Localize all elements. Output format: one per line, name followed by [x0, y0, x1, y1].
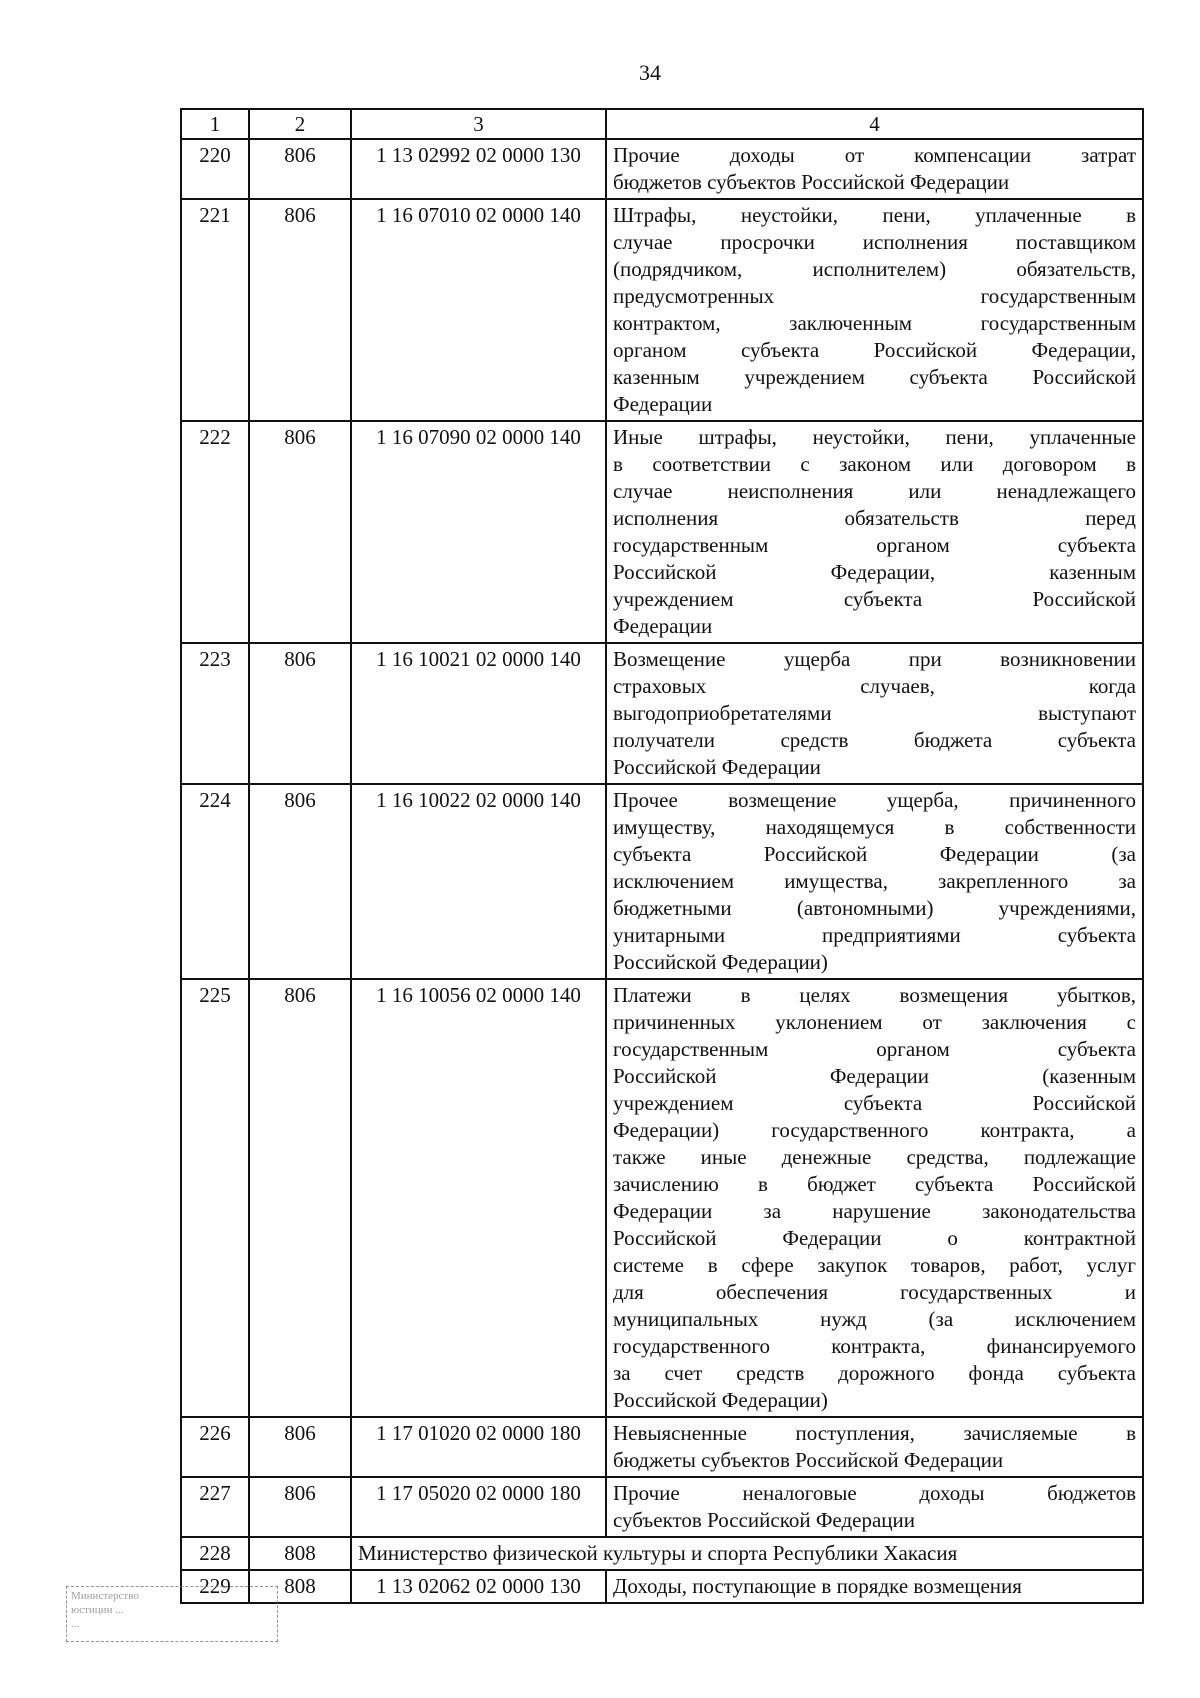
ministry-name: Министерство физической культуры и спорта Республики Хакасия: [351, 1537, 1143, 1570]
description-line: учреждением субъекта Российской: [613, 587, 1136, 611]
budget-classification-code: 1 16 07010 02 0000 140: [351, 199, 606, 421]
admin-code: 806: [249, 1417, 351, 1477]
table-row: [181, 643, 1143, 784]
description-line: исключением имущества, закрепленного за: [613, 869, 1136, 893]
budget-income-table: [180, 108, 1144, 1604]
income-description: [606, 1417, 1143, 1477]
row-number: 222: [181, 421, 249, 643]
income-description: [606, 784, 1143, 979]
income-description: [606, 643, 1143, 784]
admin-code: 806: [249, 199, 351, 421]
description-line: Российской Федерации): [613, 950, 828, 974]
description-line: государственным органом субъекта: [613, 1037, 1136, 1061]
row-number: 225: [181, 979, 249, 1417]
row-number: 229: [181, 1570, 249, 1603]
description-line: бюджетными (автономными) учреждениями,: [613, 896, 1136, 920]
header-col-1: 1: [181, 109, 249, 139]
admin-code: 808: [249, 1570, 351, 1603]
description-line: причиненных уклонением от заключения с: [613, 1010, 1136, 1034]
income-description: [606, 139, 1143, 199]
table-row: [181, 139, 1143, 199]
table-header-row: [181, 109, 1143, 139]
description-line: случае неисполнения или ненадлежащего: [613, 479, 1136, 503]
header-col-2: 2: [249, 109, 351, 139]
table-row: [181, 421, 1143, 643]
description-line: субъекта Российской Федерации (за: [613, 842, 1136, 866]
income-description: Доходы, поступающие в порядке возмещения: [606, 1570, 1143, 1603]
budget-classification-code: 1 16 10056 02 0000 140: [351, 979, 606, 1417]
description-line: имуществу, находящемуся в собственности: [613, 815, 1136, 839]
description-line: случае просрочки исполнения поставщиком: [613, 230, 1136, 254]
description-line: Иные штрафы, неустойки, пени, уплаченные: [613, 425, 1136, 449]
row-number: 228: [181, 1537, 249, 1570]
description-line: исполнения обязательств перед: [613, 506, 1136, 530]
admin-code: 806: [249, 139, 351, 199]
description-line: государственного контракта, финансируемого: [613, 1334, 1136, 1358]
description-line: страховых случаев, когда: [613, 674, 1136, 698]
description-line: (подрядчиком, исполнителем) обязательств,: [613, 257, 1136, 281]
header-col-4: 4: [606, 109, 1143, 139]
description-line: Платежи в целях возмещения убытков,: [613, 983, 1136, 1007]
table-row: [181, 784, 1143, 979]
row-number: 221: [181, 199, 249, 421]
description-line: Прочее возмещение ущерба, причиненного: [613, 788, 1136, 812]
admin-code: 806: [249, 784, 351, 979]
admin-code: 806: [249, 643, 351, 784]
description-line: Российской Федерации: [613, 755, 821, 779]
table-row: [181, 1417, 1143, 1477]
description-line: государственным органом субъекта: [613, 533, 1136, 557]
row-number: 224: [181, 784, 249, 979]
row-number: 220: [181, 139, 249, 199]
description-line: учреждением субъекта Российской: [613, 1091, 1136, 1115]
stamp-line: ...: [71, 1618, 80, 1630]
description-line: в соответствии с законом или договором в: [613, 452, 1136, 476]
description-line: Федерации: [613, 614, 713, 638]
description-line: системе в сфере закупок товаров, работ, услуг: [613, 1253, 1136, 1277]
description-line: за счет средств дорожного фонда субъекта: [613, 1361, 1136, 1385]
admin-code: 806: [249, 421, 351, 643]
description-line: бюджеты субъектов Российской Федерации: [613, 1448, 1004, 1472]
description-line: бюджетов субъектов Российской Федерации: [613, 170, 1010, 194]
description-line: муниципальных нужд (за исключением: [613, 1307, 1136, 1331]
description-line: Прочие доходы от компенсации затрат: [613, 143, 1136, 167]
budget-classification-code: 1 16 10022 02 0000 140: [351, 784, 606, 979]
description-line: Прочие неналоговые доходы бюджетов: [613, 1481, 1136, 1505]
budget-classification-code: 1 17 01020 02 0000 180: [351, 1417, 606, 1477]
income-description: [606, 979, 1143, 1417]
description-line: субъектов Российской Федерации: [613, 1508, 916, 1532]
table-row: [181, 979, 1143, 1417]
page-number: 34: [639, 60, 661, 85]
budget-classification-code: 1 13 02062 02 0000 130: [351, 1570, 606, 1603]
row-number: 227: [181, 1477, 249, 1537]
description-line: казенным учреждением субъекта Российской: [613, 365, 1136, 389]
description-line: Штрафы, неустойки, пени, уплаченные в: [613, 203, 1136, 227]
table-row: [181, 1477, 1143, 1537]
description-line: контрактом, заключенным государственным: [613, 311, 1136, 335]
stamp-line: юстиции ...: [71, 1604, 124, 1616]
income-description: [606, 199, 1143, 421]
admin-code: 806: [249, 979, 351, 1417]
header-col-3: 3: [351, 109, 606, 139]
budget-classification-code: 1 13 02992 02 0000 130: [351, 139, 606, 199]
description-line: Федерации за нарушение законодательства: [613, 1199, 1136, 1223]
table-row: [181, 199, 1143, 421]
description-line: Возмещение ущерба при возникновении: [613, 647, 1136, 671]
income-description: [606, 421, 1143, 643]
table-row: [181, 1570, 1143, 1603]
admin-code: 806: [249, 1477, 351, 1537]
row-number: 226: [181, 1417, 249, 1477]
row-number: 223: [181, 643, 249, 784]
description-line: предусмотренных государственным: [613, 284, 1136, 308]
description-line: выгодоприобретателями выступают: [613, 701, 1136, 725]
description-line: Федерации) государственного контракта, а: [613, 1118, 1136, 1142]
description-line: получатели средств бюджета субъекта: [613, 728, 1136, 752]
income-description: [606, 1477, 1143, 1537]
description-line: органом субъекта Российской Федерации,: [613, 338, 1136, 362]
description-line: унитарными предприятиями субъекта: [613, 923, 1136, 947]
admin-code: 808: [249, 1537, 351, 1570]
description-line: Российской Федерации, казенным: [613, 560, 1136, 584]
budget-classification-code: 1 17 05020 02 0000 180: [351, 1477, 606, 1537]
description-line: Федерации: [613, 392, 713, 416]
description-line: Российской Федерации о контрактной: [613, 1226, 1136, 1250]
ministry-row: [181, 1537, 1143, 1570]
description-line: для обеспечения государственных и: [613, 1280, 1136, 1304]
registration-stamp: [66, 1586, 278, 1642]
description-line: также иные денежные средства, подлежащие: [613, 1145, 1136, 1169]
budget-classification-code: 1 16 10021 02 0000 140: [351, 643, 606, 784]
stamp-line: Министерство: [71, 1590, 139, 1602]
budget-classification-code: 1 16 07090 02 0000 140: [351, 421, 606, 643]
description-line: Российской Федерации (казенным: [613, 1064, 1136, 1088]
description-line: Невыясненные поступления, зачисляемые в: [613, 1421, 1136, 1445]
description-line: Российской Федерации): [613, 1388, 828, 1412]
description-line: зачислению в бюджет субъекта Российской: [613, 1172, 1136, 1196]
